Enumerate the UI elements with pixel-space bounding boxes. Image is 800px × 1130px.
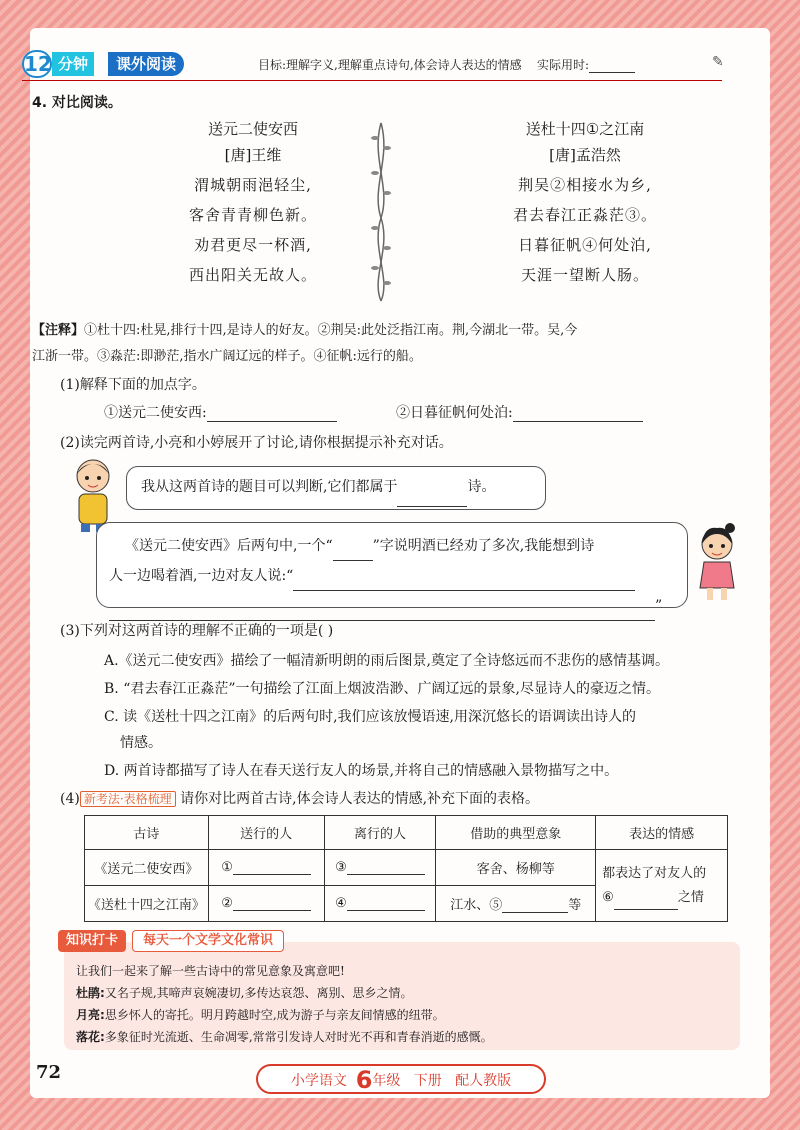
bubble2-quote-end: ” — [655, 598, 663, 614]
poem-right — [460, 118, 710, 294]
part4-prompt-text: 请你对比两首古诗,体会诗人表达的情感,补充下面的表格。 — [180, 791, 540, 807]
poem-line: 荆吴②相接水为乡, — [518, 176, 652, 194]
bubble2-text: ”字说明酒已经劝了多次,我能想到诗 — [372, 538, 595, 554]
knowledge-item — [76, 984, 736, 1001]
option-b[interactable]: B. “君去春江正淼茫”一句描绘了江面上烟波浩渺、广阔辽远的景象,尽显诗人的豪迈之情。 — [104, 681, 660, 697]
knowledge-term: 落花: — [76, 1030, 105, 1044]
girl-avatar-icon — [690, 522, 744, 602]
question-title: 4. 对比阅读。 — [32, 95, 122, 111]
part1-item1-label: ①送元二使安西: — [104, 405, 207, 421]
poem-line: 君去春江正淼茫③。 — [512, 206, 657, 224]
vine-divider-icon — [366, 118, 396, 303]
footer-subject: 小学语文 — [290, 1073, 347, 1089]
answer-blank[interactable] — [513, 406, 643, 422]
table-cell-poem: 《送杜十四之江南》 — [85, 886, 209, 922]
emotion-text: 都表达了对友人的 — [602, 865, 707, 881]
table-cell-poem: 《送元二使安西》 — [85, 850, 209, 886]
part4-prompt — [60, 788, 539, 808]
time-label: 实际用时: — [536, 58, 589, 72]
poem-author: [唐]孟浩然 — [549, 146, 621, 164]
knowledge-text: 思乡怀人的寄托。明月跨越时空,成为游子与亲友间情感的纽带。 — [104, 1008, 445, 1022]
table-cell-emotion[interactable] — [596, 850, 728, 922]
option-a[interactable]: A.《送元二使安西》描绘了一幅清新明朗的雨后图景,奠定了全诗悠远而不悲伤的感情基调。 — [104, 653, 670, 669]
poem-left — [128, 118, 378, 294]
part4-prefix: (4) — [60, 791, 80, 807]
table-cell: 客舍、杨柳等 — [436, 850, 596, 886]
new-method-tag: 新考法·表格梳理 — [80, 791, 176, 807]
girl-speech-bubble — [96, 522, 688, 614]
bubble2-text: 《送元二使安西》后两句中,一个“ — [125, 538, 333, 554]
knowledge-text: 又名子规,其啼声哀婉凄切,多传达哀怨、离别、思乡之情。 — [104, 986, 413, 1000]
table-cell[interactable] — [208, 850, 324, 886]
poem-line: 渭城朝雨浥轻尘, — [194, 176, 312, 194]
table-header: 古诗 — [85, 816, 209, 850]
blank-marker: ③ — [335, 860, 347, 875]
table-header: 送行的人 — [208, 816, 324, 850]
badge-unit: 分钟 — [52, 52, 94, 76]
table-header: 表达的情感 — [596, 816, 728, 850]
emotion-text-end: 之情 — [677, 889, 704, 905]
part1-item2-label: ②日暮征帆何处泊: — [396, 405, 513, 421]
answer-blank[interactable] — [614, 896, 678, 910]
header-divider — [22, 80, 722, 81]
answer-blank[interactable] — [233, 861, 311, 875]
table-cell[interactable] — [436, 886, 596, 922]
footer-badge — [256, 1064, 546, 1094]
notes-label: 【注释】 — [32, 323, 85, 338]
page-number: 72 — [36, 1062, 62, 1083]
answer-blank[interactable] — [502, 899, 568, 913]
answer-blank[interactable] — [347, 861, 425, 875]
goal-text — [258, 56, 635, 73]
knowledge-tag: 知识打卡 — [58, 930, 126, 952]
knowledge-subtitle: 每天一个文学文化常识 — [132, 930, 284, 952]
table-header-row — [85, 816, 728, 850]
blank-marker: ① — [221, 860, 233, 875]
option-c-line2: 情感。 — [120, 735, 162, 751]
option-c-line1: C. 读《送杜十四之江南》的后两句时,我们应该放慢语速,用深沉悠长的语调读出诗人的 — [104, 709, 637, 725]
footer-edition: 配人教版 — [455, 1073, 512, 1089]
poem-author: [唐]王维 — [224, 146, 282, 164]
answer-blank[interactable] — [397, 491, 467, 507]
bubble1-text-end: 诗。 — [467, 479, 496, 495]
answer-blank[interactable] — [207, 406, 337, 422]
option-c[interactable] — [104, 704, 744, 756]
answer-blank[interactable] — [347, 897, 425, 911]
table-header: 离行的人 — [324, 816, 436, 850]
knowledge-intro: 让我们一起来了解一些古诗中的常见意象及寓意吧! — [76, 964, 345, 978]
poem-title: 送杜十四①之江南 — [525, 120, 645, 138]
pencil-icon: ✎ — [712, 54, 724, 70]
table-cell[interactable] — [324, 886, 436, 922]
time-blank[interactable] — [589, 61, 635, 73]
badge-number: 12 — [24, 52, 52, 76]
part1-prompt: (1)解释下面的加点字。 — [60, 377, 206, 393]
part3-prompt: (3)下列对这两首诗的理解不正确的一项是( ) — [60, 623, 334, 639]
part1-item1 — [104, 402, 337, 422]
option-d[interactable]: D. 两首诗都描写了诗人在春天送行友人的场景,并将自己的情感融入景物描写之中。 — [104, 763, 619, 779]
boy-speech-bubble — [126, 466, 546, 510]
answer-blank[interactable] — [333, 545, 373, 561]
knowledge-term: 月亮: — [76, 1008, 105, 1022]
answer-blank[interactable] — [109, 605, 655, 621]
table-cell[interactable] — [324, 850, 436, 886]
notes-line: 江浙一带。③淼茫:即渺茫,指水广阔辽远的样子。④征帆:远行的船。 — [32, 349, 422, 364]
bubble1-text: 我从这两首诗的题目可以判断,它们都属于 — [141, 479, 398, 495]
section-title: 课外阅读 — [108, 52, 184, 76]
answer-blank[interactable] — [293, 575, 635, 591]
knowledge-term: 杜鹃: — [76, 986, 105, 1000]
footer-grade-unit: 年级 — [372, 1073, 401, 1089]
cell-text: 江水、⑤ — [450, 898, 503, 913]
blank-marker: ④ — [335, 896, 347, 911]
table-row — [85, 850, 728, 886]
goal-label: 目标:理解字义,理解重点诗句,体会诗人表达的情感 — [258, 58, 522, 72]
bubble2-text: 人一边喝着酒,一边对友人说:“ — [109, 568, 294, 584]
poem-line: 劝君更尽一杯酒, — [194, 236, 312, 254]
knowledge-item — [76, 1028, 736, 1045]
header — [22, 50, 722, 78]
poem-title: 送元二使安西 — [207, 120, 298, 138]
footer-volume: 下册 — [413, 1073, 442, 1089]
part2-prompt: (2)读完两首诗,小亮和小婷展开了讨论,请你根据提示补充对话。 — [60, 435, 453, 451]
knowledge-item — [76, 1006, 736, 1023]
poem-line: 日暮征帆④何处泊, — [518, 236, 652, 254]
answer-blank[interactable] — [233, 897, 311, 911]
blank-marker: ⑥ — [602, 889, 614, 905]
table-header: 借助的典型意象 — [436, 816, 596, 850]
notes-line: ①杜十四:杜晃,排行十四,是诗人的好友。②荆吴:此处泛指江南。荆,今湖北一带。吴,今 — [84, 323, 578, 338]
part1-item2 — [396, 402, 643, 422]
footer-grade: 6 — [355, 1066, 373, 1094]
poem-line: 客舍青青柳色新。 — [188, 206, 317, 224]
annotations — [32, 318, 722, 370]
table-cell[interactable] — [208, 886, 324, 922]
poem-line: 西出阳关无故人。 — [188, 266, 317, 284]
cell-text: 等 — [568, 898, 582, 913]
blank-marker: ② — [221, 896, 233, 911]
poem-line: 天涯一望断人肠。 — [520, 266, 649, 284]
knowledge-text: 多象征时光流逝、生命凋零,常常引发诗人对时光不再和青春消逝的感慨。 — [104, 1030, 493, 1044]
comparison-table — [84, 815, 728, 922]
